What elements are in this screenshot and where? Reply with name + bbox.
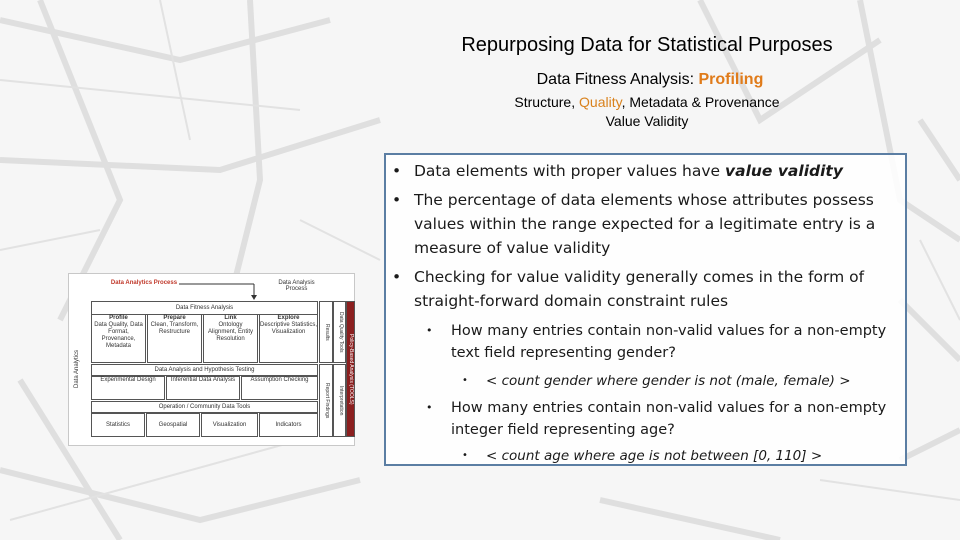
topics-line [440,94,854,110]
sub-bullet-item [426,397,896,441]
figure-box-link [203,314,258,363]
fitness-header: Data Fitness Analysis [91,301,318,315]
example-text: < count age where age is not between [0, 110] > [486,448,823,464]
box-title: Link [224,315,237,321]
figure-box-visualization: Visualization [201,413,258,437]
figure-box-inferential: Inferential Data Analysis [166,376,240,400]
bullet-dot: • [426,401,433,414]
figure-vert-results: Results [319,301,333,363]
figure-vert-quality: Data Quality Tools [333,301,346,363]
tools-header: Operation / Community Data Tools [91,401,318,413]
figure-box-indicators: Indicators [259,413,318,437]
sub-bullet-item [426,320,896,364]
figure-box-statistics: Statistics [91,413,145,437]
bullet-dot: • [462,450,468,461]
hypothesis-header: Data Analysis and Hypothesis Testing [91,364,318,376]
figure-box-prepare [147,314,202,363]
bullet-dot: • [462,375,468,386]
figure-box-geospatial: Geospatial [146,413,200,437]
sub-bullet-text: How many entries contain non-valid values for a non-empty text field representing gender? [451,323,887,361]
box-title: Prepare [163,315,186,321]
bullet-item [392,159,897,183]
data-analytics-figure [68,273,355,446]
bullet-dot: • [392,191,402,209]
slide-subtitle [440,71,860,89]
bullet-emphasis: value validity [725,162,843,180]
bullet-dot: • [392,162,402,180]
figure-left-header: Data Analytics Process [110,280,178,286]
figure-right-header: Data Analysis Process [278,280,315,292]
bullet-item [392,188,897,260]
box-title: Profile [109,315,128,321]
topics-part-a: Structure, [514,94,580,110]
figure-box-explore [259,314,318,363]
box-body: Descriptive Statistics, Visualization [260,322,318,335]
figure-vert-interpretation: Interpretation [333,364,346,437]
topics-part-b: , Metadata & Provenance [621,94,780,110]
topics-quality: Quality [579,94,622,110]
content-box [384,153,907,466]
box-body: Data Quality, Data Format, Provenance, Metadata [94,322,143,349]
figure-vert-report: Report Findings [319,364,333,437]
box-body: Clean, Transform, Restructure [150,322,199,335]
figure-side-label: Data Analytics [74,349,80,389]
subtitle-prefix: Data Fitness Analysis: [536,71,699,88]
example-item [462,446,892,466]
sub-bullet-text: How many entries contain non-valid values for a non-empty integer field representing age? [451,400,887,438]
bullet-item [392,265,897,313]
bullet-dot: • [392,268,402,286]
box-body: Ontology Alignment, Entity Resolution [207,322,254,342]
slide-title: Repurposing Data for Statistical Purposes [461,34,833,56]
figure-box-assumption: Assumption Checking [241,376,318,400]
example-text: < count gender where gender is not (male, female) > [486,373,851,389]
box-title: Explore [277,315,300,321]
example-item [462,371,892,391]
figure-box-experimental: Experimental Design [91,376,165,400]
bullet-text: The percentage of data elements whose attributes possess values within the range expected for a legitimate entry is a measure of value validity [414,191,876,257]
bullet-text: Data elements with proper values have [414,162,725,180]
subtitle-highlight: Profiling [698,71,764,88]
figure-box-profile [91,314,146,363]
figure-red-bar: Policy-Based Analysis (TOOLS) [346,301,355,437]
bullet-text: Checking for value validity generally comes in the form of straight-forward domain constraint rules [414,268,865,310]
section-title: Value Validity [605,113,689,129]
bullet-dot: • [426,324,433,337]
